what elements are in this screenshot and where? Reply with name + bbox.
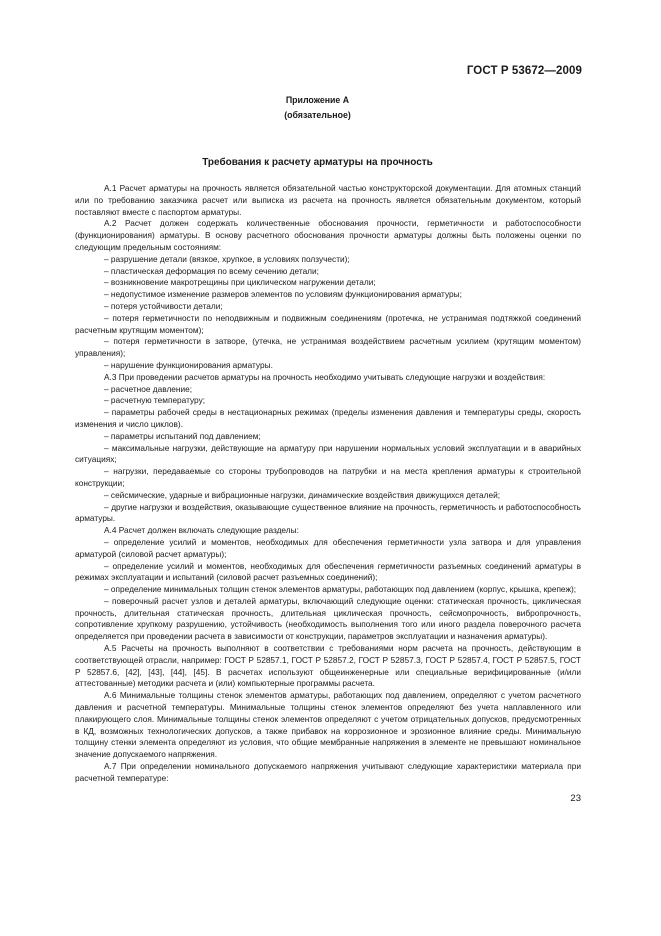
document-code: ГОСТ Р 53672—2009 <box>466 65 582 77</box>
list-item: – потеря герметичности по неподвижным и подвижным соединениям (протечка, не устранимая подтяжкой соединений расчетным крутящим моментом); <box>75 312 581 335</box>
annex-heading <box>0 93 635 123</box>
list-item: – пластическая деформация по всему сечению детали; <box>104 265 319 276</box>
list-item: – определение усилий и моментов, необходимых для обеспечения герметичности разъемных соединений арматуры в режимах эксплуатации и испытаний (силовой расчет разъемных соединений); <box>75 560 581 583</box>
list-item: – нагрузки, передаваемые со стороны трубопроводов на патрубки и на места крепления арматуры к строительной конструкции; <box>75 466 581 488</box>
list-item: – определение минимальных толщин стенок элементов арматуры, работающих под давлением (корпус, крышка, крепеж); <box>104 584 577 595</box>
list-item: – параметры рабочей среды в нестационарных режимах (пределы изменения давления и температуры среды, скорость изменения и число циклов). <box>75 407 581 429</box>
paragraph: А.1 Расчет арматуры на прочность является обязательной частью конструкторской документации. Для атомных станций или по требованию заказчика расчет или выписка из расчета на прочность является обязательным документом, который поставляют вместе с паспортом арматуры. <box>75 183 581 217</box>
list-item: – потеря герметичности в затворе, (утечка, не устранимая воздействием расчетным усилием (крутящим моментом) управления); <box>75 336 581 359</box>
section-title: Требования к расчету арматуры на прочность <box>202 157 433 168</box>
list-item: – максимальные нагрузки, действующие на арматуру при нарушении нормальных условий эксплуатации и в аварийных ситуациях; <box>75 442 581 465</box>
list-item: – поверочный расчет узлов и деталей арматуры, включающий следующие оценки: статическая прочность, циклическая прочность, длительная статическая прочность, длительная циклическая прочность, сейсмопрочность, вибропрочность, сопротивление хрупкому разрушению, устойчивость (необходимость выполнения того или иного раздела поверочного расчета определяется при проведении расчета в зависимости от конструкции, параметров эксплуатации и назначения арматуры). <box>75 595 581 642</box>
list-item: – определение усилий и моментов, необходимых для обеспечения герметичности узла затвора и для управления арматурой (силовой расчет арматуры); <box>75 536 581 559</box>
annex-status: (обязательное) <box>284 110 351 120</box>
body-text <box>75 183 581 785</box>
list-item: – недопустимое изменение размеров элементов по условиям функционирования арматуры; <box>104 289 462 300</box>
list-item: – возникновение макротрещины при циклическом нагружении детали; <box>104 277 376 288</box>
paragraph: А.4 Расчет должен включать следующие разделы: <box>104 525 299 536</box>
list-item: – параметры испытаний под давлением; <box>104 430 261 441</box>
list-item: – расчетную температуру; <box>104 395 206 406</box>
page-number: 23 <box>570 793 581 804</box>
list-item: – нарушение функционирования арматуры. <box>104 359 273 370</box>
paragraph: А.6 Минимальные толщины стенок элементов арматуры, работающих под давлением, определяют с учетом расчетного давления и расчетной температуры. Минимальные толщины стенок элементов определяют без учета наплавленного или плакирующего слоя. Минимальные толщины стенок элементов определяют с учетом отрицательных допусков, предусмотренных в КД, возможных технологических допусков, а также прибавок на коррозионное и эрозионное влияние среды. Минимальную толщину стенки элемента определяют из условия, что общие мембранные напряжения в элементе не превышают номинальное значение допускаемого напряжения. <box>75 690 581 760</box>
list-item: – другие нагрузки и воздействия, оказывающие существенное влияние на прочность, герметичность и работоспособность арматуры. <box>75 501 581 524</box>
paragraph: А.7 При определении номинального допускаемого напряжения учитывают следующие характеристики материала при расчетной температуре: <box>75 761 581 783</box>
list-item: – разрушение детали (вязкое, хрупкое, в условиях ползучести); <box>104 253 350 264</box>
paragraph: А.3 При проведении расчетов арматуры на прочность необходимо учитывать следующие нагрузки и воздействия: <box>104 371 546 382</box>
annex-title: Приложение А <box>285 95 350 105</box>
list-item: – сейсмические, ударные и вибрационные нагрузки, динамические воздействия движущихся деталей; <box>104 489 501 500</box>
paragraph: А.5 Расчеты на прочность выполняют в соответствии с требованиями норм расчета на прочность, действующим в соответствующей отрасли, например: ГОСТ Р 52857.1, ГОСТ Р 52857.2, ГОСТ Р 52857.3, ГОСТ Р 52857.4, ГОСТ Р 52857.5, ГОСТ Р 52857.6, [42], [43], [44], [45]. В расчетах используют общеинженерные или специальные верифицированные (и/или аттестованные) методики расчета и (или) компьютерные программы расчета. <box>75 643 581 689</box>
list-item: – расчетное давление; <box>104 383 193 394</box>
paragraph: А.2 Расчет должен содержать количественные обоснования прочности, герметичности и работоспособности (функционирования) арматуры. В основу расчетного обоснования прочности арматуры должны быть положены оценки по следующим предельным состояниям: <box>75 218 581 252</box>
list-item: – потеря устойчивости детали; <box>104 300 223 311</box>
